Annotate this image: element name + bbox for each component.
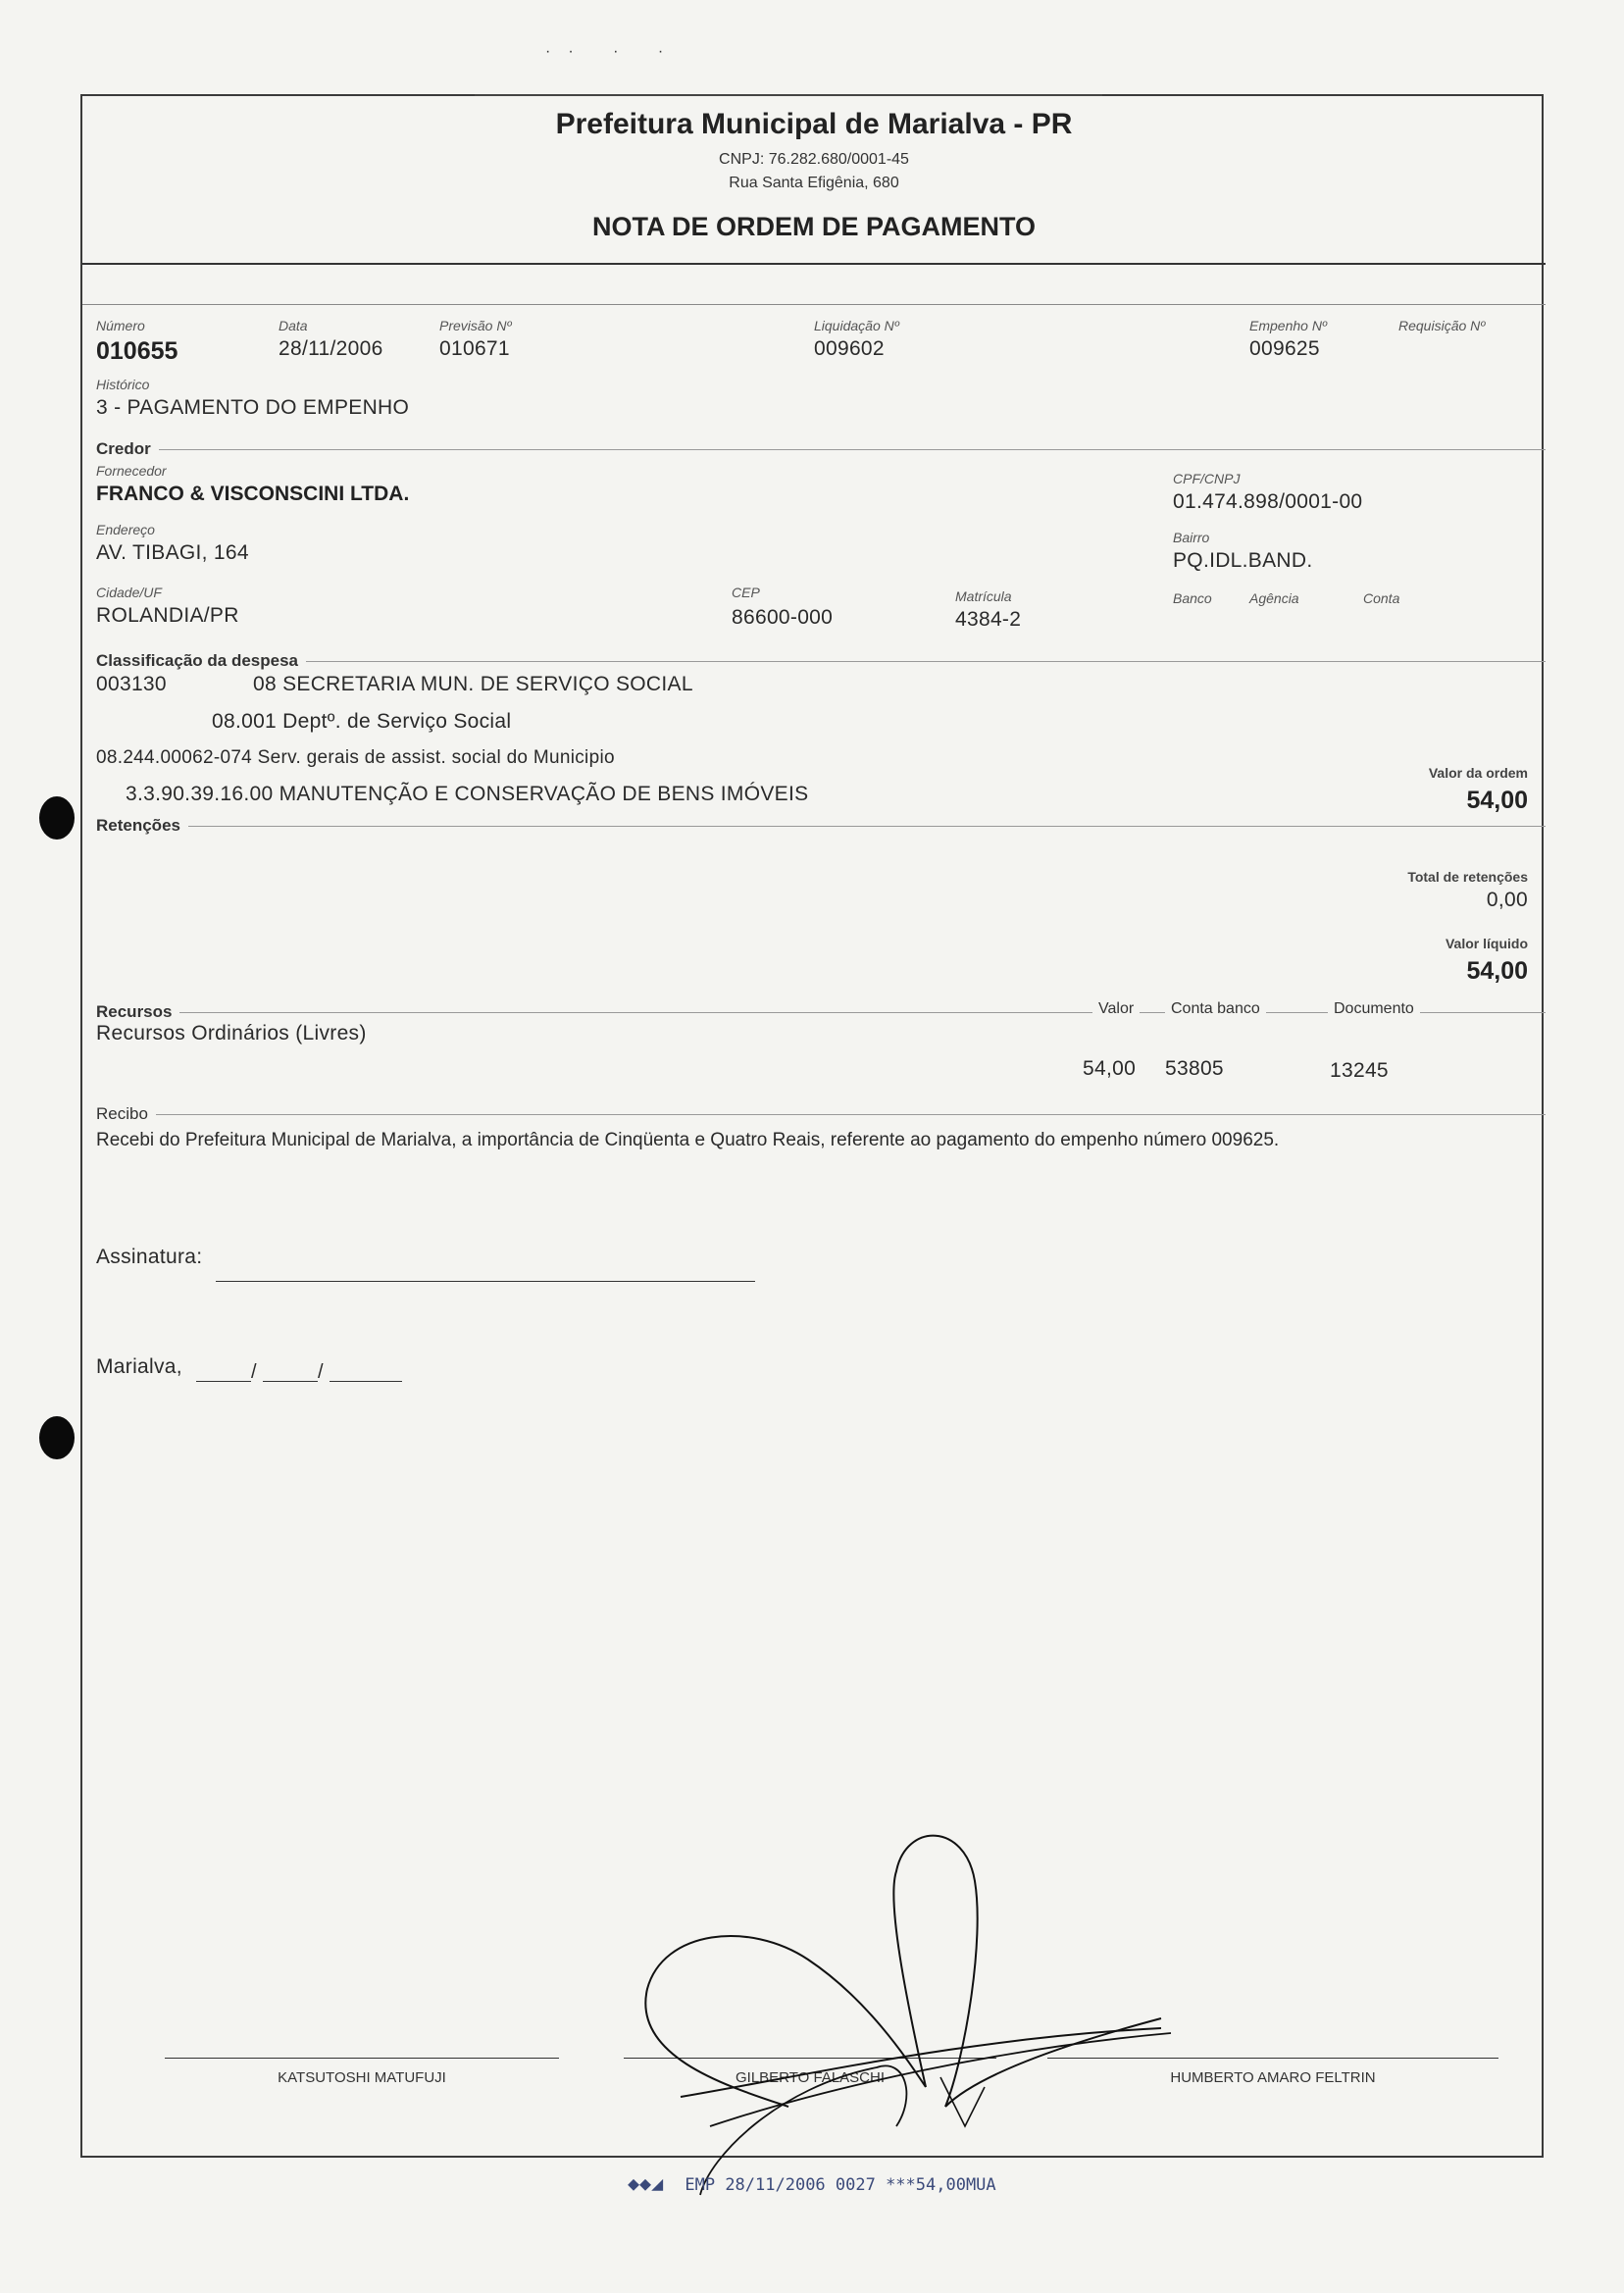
total-retencoes-value: 0,00: [1486, 889, 1528, 911]
liquidacao-label: Liquidação Nº: [814, 318, 899, 333]
date-month-line: [263, 1381, 318, 1382]
bank-stamp-text: EMP 28/11/2006 0027 ***54,00MUA: [685, 2175, 996, 2195]
punch-hole-top: [39, 796, 75, 840]
scan-marks: ·· · ·: [545, 43, 682, 60]
recibo-text: Recebi do Prefeitura Municipal de Marialva, a importância de Cinqüenta e Quatro Reais, referente ao pagamento do empenho número 009625.: [96, 1130, 1280, 1150]
agencia-label: Agência: [1249, 590, 1299, 606]
payment-order-form: [80, 94, 1544, 2158]
bairro-label: Bairro: [1173, 530, 1210, 545]
assinatura-label: Assinatura:: [96, 1246, 203, 1268]
cpf-value: 01.474.898/0001-00: [1173, 490, 1363, 513]
classificacao-section: Classificação da despesa: [96, 651, 306, 671]
endereco-value: AV. TIBAGI, 164: [96, 541, 249, 564]
date-day-line: [196, 1381, 251, 1382]
fornecedor-value: FRANCO & VISCONSCINI LTDA.: [96, 483, 410, 505]
data-label: Data: [279, 318, 308, 333]
retencoes-section: Retenções: [96, 816, 188, 836]
credor-section: Credor: [96, 439, 159, 459]
valor-liquido-value: 54,00: [1466, 957, 1528, 985]
data-value: 28/11/2006: [279, 337, 383, 360]
signature-line-1: [165, 2058, 559, 2059]
previsao-label: Previsão Nº: [439, 318, 512, 333]
classificacao-line4: 3.3.90.39.16.00 MANUTENÇÃO E CONSERVAÇÃO DE BENS IMÓVEIS: [126, 783, 809, 805]
banco-label: Banco: [1173, 590, 1212, 606]
signatory-2: GILBERTO FALASCHI: [736, 2069, 885, 2086]
requisicao-label: Requisição Nº: [1398, 318, 1486, 333]
bank-stamp: [628, 2171, 996, 2195]
signatory-1: KATSUTOSHI MATUFUJI: [278, 2069, 446, 2086]
recibo-section: Recibo: [96, 1104, 156, 1124]
punch-hole-bottom: [39, 1416, 75, 1459]
assinatura-line: [216, 1281, 755, 1282]
cidade-value: ROLANDIA/PR: [96, 604, 239, 627]
recursos-valor-label: Valor: [1092, 1000, 1140, 1018]
historico-value: 3 - PAGAMENTO DO EMPENHO: [96, 396, 410, 419]
fornecedor-label: Fornecedor: [96, 463, 167, 479]
recursos-fonte: Recursos Ordinários (Livres): [96, 1022, 367, 1045]
liquidacao-value: 009602: [814, 337, 885, 360]
cep-value: 86600-000: [732, 606, 834, 629]
cpf-label: CPF/CNPJ: [1173, 471, 1241, 486]
valor-ordem-value: 54,00: [1466, 787, 1528, 814]
recursos-section: Recursos: [96, 1002, 179, 1022]
date-slash-1: /: [251, 1361, 257, 1383]
endereco-label: Endereço: [96, 522, 155, 537]
classificacao-line2: 08.001 Deptº. de Serviço Social: [212, 710, 512, 733]
matricula-label: Matrícula: [955, 588, 1012, 604]
classificacao-line3: 08.244.00062-074 Serv. gerais de assist. social do Municipio: [96, 747, 615, 768]
date-slash-2: /: [318, 1361, 324, 1383]
document-title: NOTA DE ORDEM DE PAGAMENTO: [591, 212, 1036, 241]
empenho-label: Empenho Nº: [1249, 318, 1328, 333]
numero-label: Número: [96, 318, 145, 333]
recursos-valor: 54,00: [1083, 1057, 1137, 1080]
numero-value: 010655: [96, 337, 178, 365]
handwritten-signature: [553, 1763, 1240, 2215]
total-retencoes-label: Total de retenções: [1407, 869, 1528, 885]
valor-liquido-label: Valor líquido: [1445, 936, 1528, 951]
matricula-value: 4384-2: [955, 608, 1022, 631]
valor-ordem-label: Valor da ordem: [1428, 765, 1528, 781]
bank-stamp-logo-icon: ◆◆◢: [628, 2171, 664, 2195]
recursos-documento-label: Documento: [1328, 1000, 1420, 1018]
municipality-title: Prefeitura Municipal de Marialva - PR: [555, 108, 1073, 140]
classificacao-line1: 08 SECRETARIA MUN. DE SERVIÇO SOCIAL: [253, 673, 693, 695]
conta-label: Conta: [1363, 590, 1400, 606]
address-text: Rua Santa Efigênia, 680: [729, 175, 899, 191]
historico-label: Histórico: [96, 377, 150, 392]
recursos-conta: 53805: [1165, 1057, 1224, 1080]
local-label: Marialva,: [96, 1355, 182, 1378]
date-year-line: [330, 1381, 402, 1382]
recursos-documento: 13245: [1330, 1059, 1389, 1082]
recursos-conta-label: Conta banco: [1165, 1000, 1266, 1018]
cnpj-text: CNPJ: 76.282.680/0001-45: [719, 151, 909, 168]
classificacao-code: 003130: [96, 673, 167, 695]
cidade-label: Cidade/UF: [96, 585, 162, 600]
cep-label: CEP: [732, 585, 760, 600]
signatory-3: HUMBERTO AMARO FELTRIN: [1170, 2069, 1376, 2086]
empenho-value: 009625: [1249, 337, 1320, 360]
previsao-value: 010671: [439, 337, 510, 360]
bairro-value: PQ.IDL.BAND.: [1173, 549, 1313, 572]
